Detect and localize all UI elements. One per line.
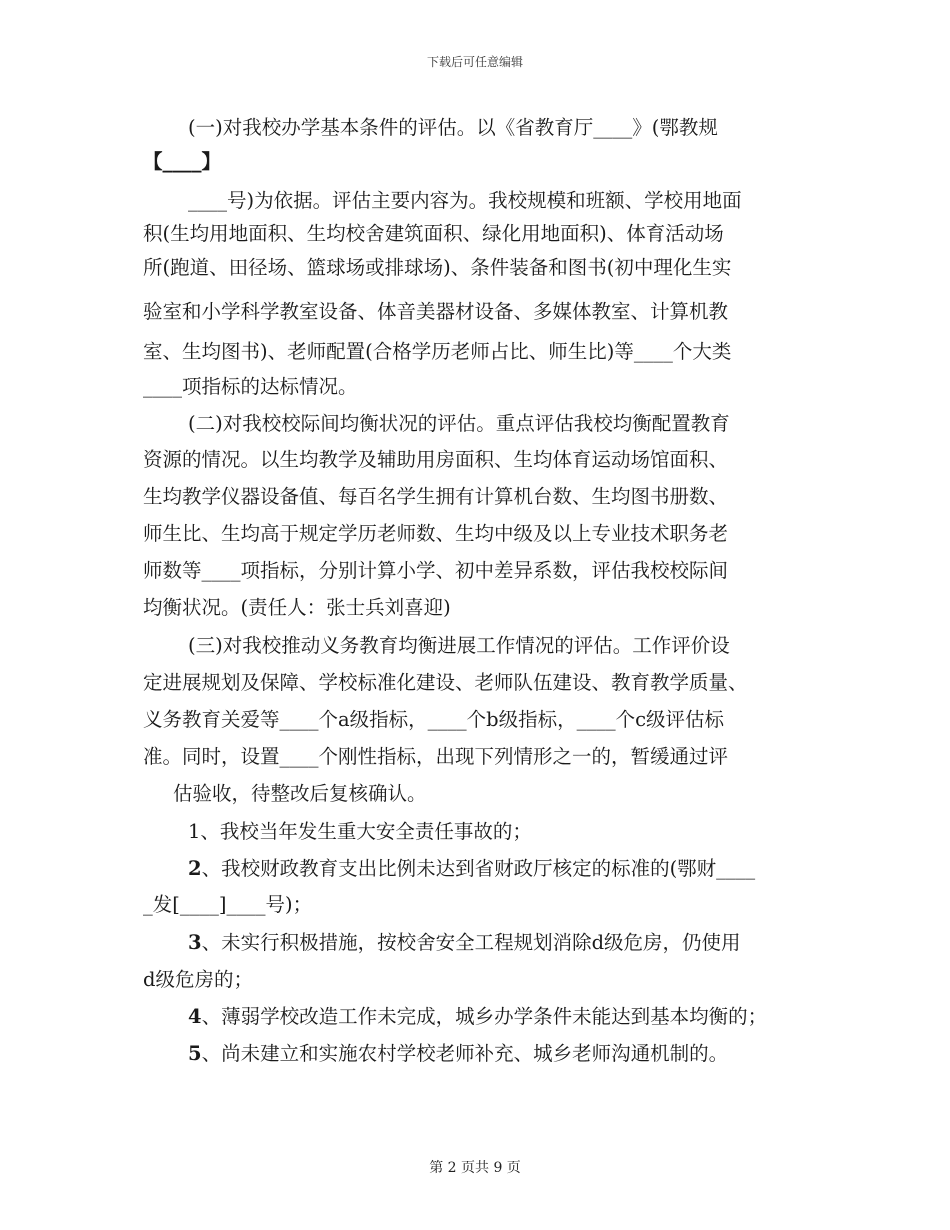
text-line: 资源的情况。以生均教学及辅助用房面积、生均体育运动场馆面积、 [143,448,729,471]
text-line: ____项指标的达标情况。 [143,375,358,398]
page-footer: 第 2 页共 9 页 [429,1160,521,1176]
text-line: 积(生均用地面积、生均校舍建筑面积、绿化用地面积)、体育活动场 [143,222,724,245]
text-line: 5、尚未建立和实施农村学校老师补充、城乡老师沟通机制的。 [188,1042,729,1065]
text-line: 师生比、生均高于规定学历老师数、生均中级及以上专业技术职务老 [143,522,729,545]
list-number: 3 [188,931,202,954]
text-line: (三)对我校推动义务教育均衡进展工作情况的评估。工作评价设 [188,634,730,657]
text-line: 4、薄弱学校改造工作未完成，城乡办学条件未能达到基本均衡的； [188,1005,768,1028]
text-line: 师数等____项指标，分别计算小学、初中差异系数，评估我校校际间 [143,559,729,582]
list-number: 2 [188,857,202,880]
text-line: 定进展规划及保障、学校标准化建设、老师队伍建设、教育教学质量、 [143,671,748,694]
text-line: _发[____]____号)； [143,893,313,916]
page-header: 下载后可任意编辑 [426,55,523,69]
text-line: 准。同时，设置____个刚性指标，出现下列情形之一的，暂缓通过评 [143,745,729,768]
text-line: 义务教育关爱等____个a级指标，____个b级指标，____个c级评估标 [143,708,725,731]
text-line: (一)对我校办学基本条件的评估。以《省教育厅____》(鄂教规 [188,116,718,139]
text-line: 2、我校财政教育支出比例未达到省财政厅核定的标准的(鄂财____ [188,857,756,880]
list-number: 5 [188,1042,202,1065]
text-line: ____号)为依据。评估主要内容为。我校规模和班额、学校用地面 [188,189,742,212]
text-line: 估验收，待整改后复核确认。 [173,782,427,805]
text-line: 生均教学仪器设备值、每百名学生拥有计算机台数、生均图书册数、 [143,485,729,508]
text-line: 所(跑道、田径场、篮球场或排球场)、条件装备和图书(初中理化生实 [143,256,732,279]
text-line: d级危房的； [143,968,253,991]
text-line: 【____】 [143,150,222,173]
text-line: 3、未实行积极措施，按校舍安全工程规划消除d级危房，仍使用 [188,931,741,954]
list-number: 4 [188,1005,202,1028]
text-line: 验室和小学科学教室设备、体音美器材设备、多媒体教室、计算机教 [143,300,729,323]
text-line: 1、我校当年发生重大安全责任事故的； [188,820,532,843]
text-line: (二)对我校校际间均衡状况的评估。重点评估我校均衡配置教育 [188,412,730,435]
text-line: 室、生均图书)、老师配置(合格学历老师占比、师生比)等____个大类 [143,340,732,363]
text-line: 均衡状况。(责任人：张士兵刘喜迎) [143,596,451,619]
